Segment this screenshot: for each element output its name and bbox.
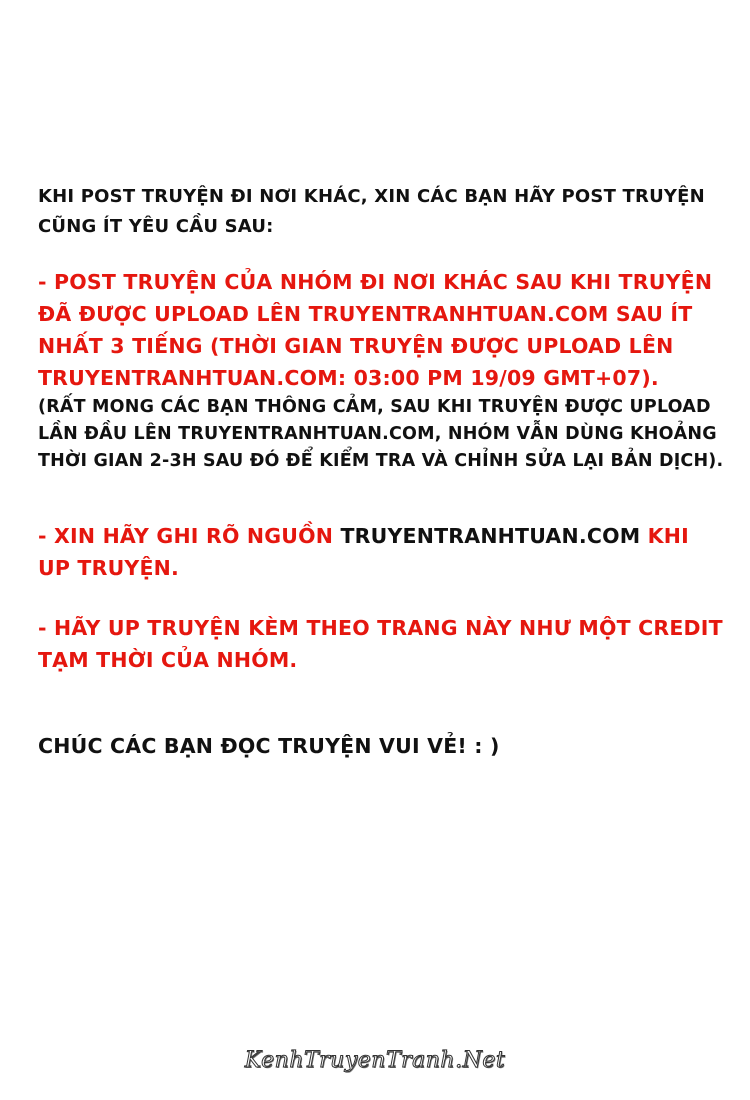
closing-text: CHÚC CÁC BẠN ĐỌC TRUYỆN VUI VẺ! : ) [38, 734, 500, 758]
rule-2-text-end: KHI UP TRUYỆN. [38, 524, 689, 580]
rule-2-text-start: - XIN HÃY GHI RÕ NGUỒN [38, 524, 341, 548]
rule-1-note-text: (RẤT MONG CÁC BẠN THÔNG CẢM, SAU KHI TRUYỆN ĐƯỢC UPLOAD LẦN ĐẦU LÊN TRUYENTRANHTUAN.COM, NHÓM VẪN DÙNG KHOẢNG THỜI GIAN 2-3H SAU ĐÓ ĐỂ KIỂM TRA VÀ CHỈNH SỬA LẠI BẢN DỊCH). [38, 397, 724, 471]
intro-text: KHI POST TRUYỆN ĐI NƠI KHÁC, XIN CÁC BẠN HÃY POST TRUYỆN CŨNG ÍT YÊU CẦU SAU: [38, 186, 705, 237]
rule-2 [38, 520, 728, 584]
rule-3-text: - HÃY UP TRUYỆN KÈM THEO TRANG NÀY NHƯ MỘT CREDIT TẠM THỜI CỦA NHÓM. [38, 616, 723, 672]
rule-1-main-text: - POST TRUYỆN CỦA NHÓM ĐI NƠI KHÁC SAU KHI TRUYỆN ĐÃ ĐƯỢC UPLOAD LÊN TRUYENTRANHTUAN.COM SAU ÍT NHẤT 3 TIẾNG (THỜI GIAN TRUYỆN ĐƯỢC UPLOAD LÊN TRUYENTRANHTUAN.COM: 03:00 PM 19/09 GMT+07). [38, 270, 713, 390]
watermark-logo: KenhTruyenTranh.Net [244, 1048, 506, 1073]
rule-1 [38, 266, 728, 475]
rule-2-source-site: TRUYENTRANHTUAN.COM [340, 524, 641, 548]
